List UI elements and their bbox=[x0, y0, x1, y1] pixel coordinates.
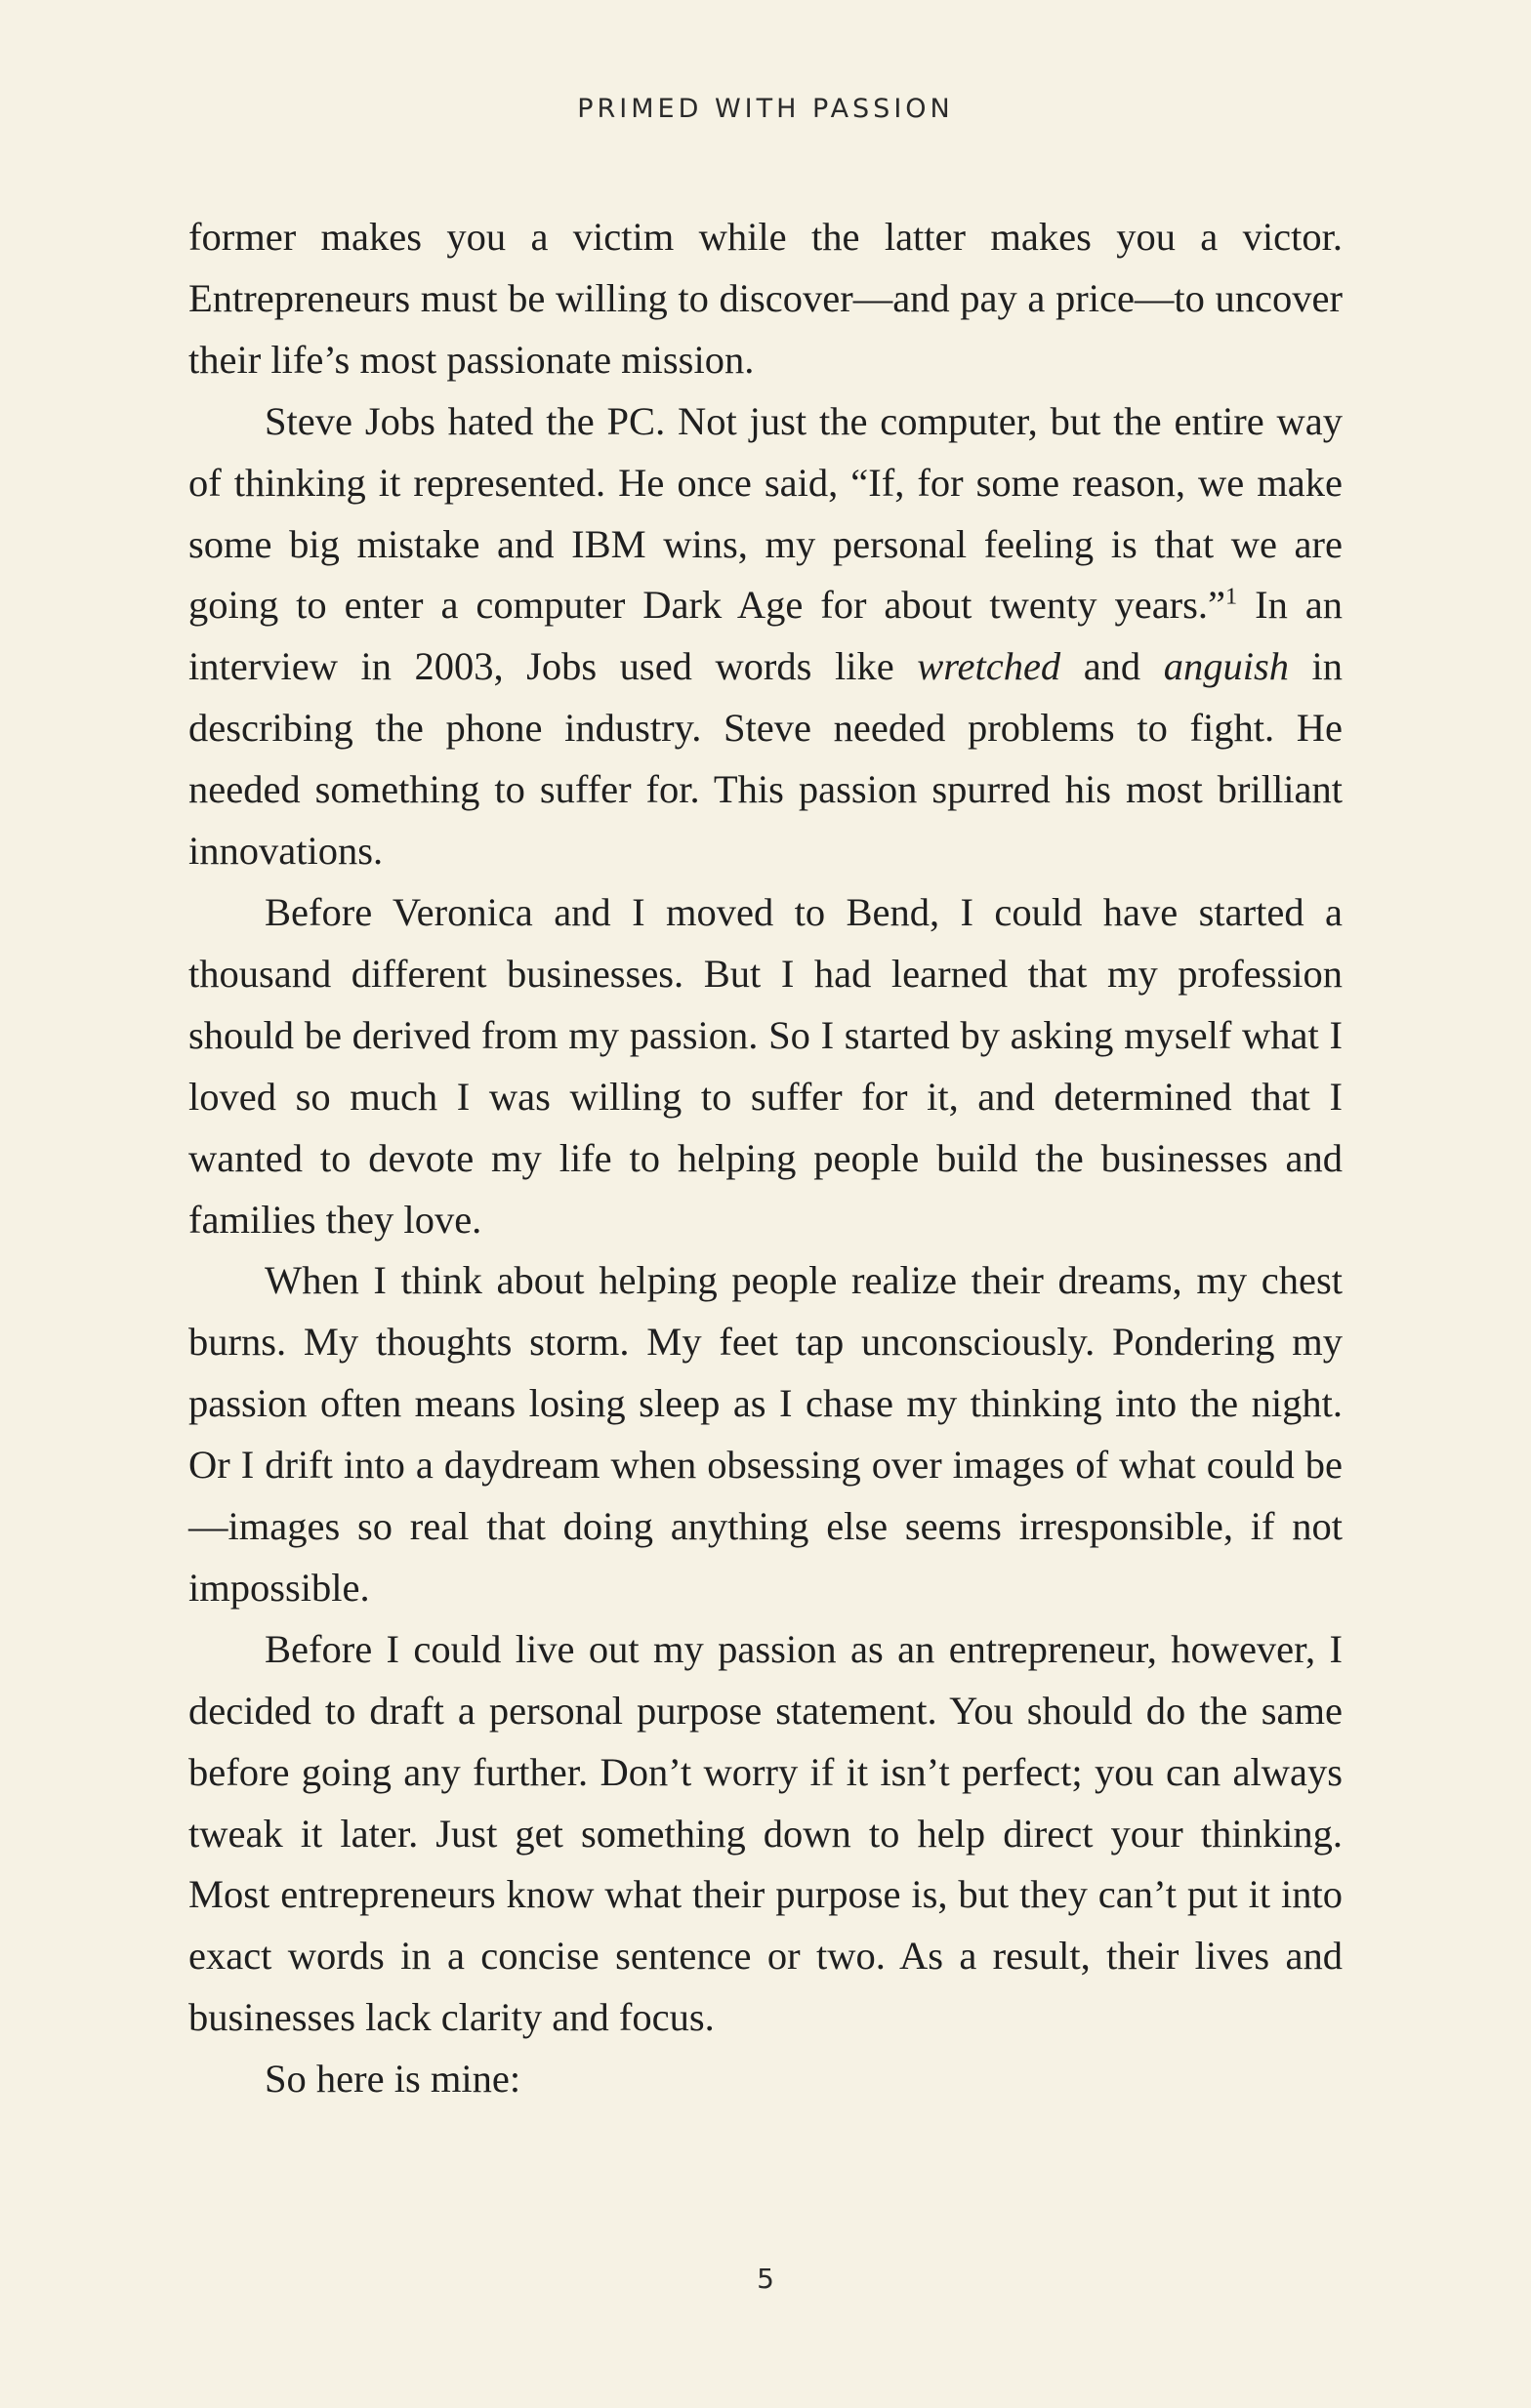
page-number: 5 bbox=[757, 2263, 774, 2295]
paragraph-dreams: When I think about helping people realize their dreams, my chest burns. My thoughts storm. My feet tap unconsciously. Pondering my passion often means losing sleep as I chase my thinking into the night. Or I drift into a daydream when obsessing over images of what could be—images so real that doing anything else seems irresponsible, if not impossible. bbox=[188, 1258, 1343, 1610]
body-text bbox=[188, 207, 1343, 2110]
paragraph-text: in describing the phone industry. Steve needed problems to fight. He needed something to suffer for. This passion spurred his most brilliant innovations. bbox=[188, 644, 1343, 874]
paragraph-bend: Before Veronica and I moved to Bend, I could have started a thousand different businesses. But I had learned that my profession should be derived from my passion. So I started by asking myself what I loved so much I was willing to suffer for it, and determined that I wanted to devote my life to helping people build the businesses and families they love. bbox=[188, 889, 1343, 1242]
paragraph-purpose-statement: Before I could live out my passion as an entrepreneur, however, I decided to draft a personal purpose statement. You should do the same before going any further. Don’t worry if it isn’t perfect; you can always tweak it later. Just get something down to help direct your thinking. Most entrepreneurs know what their purpose is, but they can’t put it into exact words in a concise sentence or two. As a result, their lives and businesses lack clarity and focus. bbox=[188, 1626, 1343, 2040]
paragraph-text: and bbox=[1060, 644, 1164, 689]
paragraph-steve-jobs bbox=[188, 391, 1343, 882]
italic-word: anguish bbox=[1163, 644, 1289, 689]
footnote-marker: 1 bbox=[1225, 583, 1238, 610]
paragraph-closing: So here is mine: bbox=[265, 2057, 521, 2102]
paragraph-continuation: former makes you a victim while the latter makes you a victor. Entrepreneurs must be willing to discover—and pay a price—to uncover their life’s most passionate mission. bbox=[188, 215, 1343, 382]
italic-word: wretched bbox=[917, 644, 1061, 689]
paragraph-text: Steve Jobs hated the PC. Not just the computer, but the entire way of thinking it represented. He once said, “If, for some reason, we make some big mistake and IBM wins, my personal feeling is that we are going to enter a computer Dark Age for about twenty years.” bbox=[188, 398, 1343, 628]
running-head-title: PRIMED WITH PASSION bbox=[577, 94, 954, 124]
paragraph-text: In an interview in 2003, Jobs used words like bbox=[188, 583, 1343, 689]
